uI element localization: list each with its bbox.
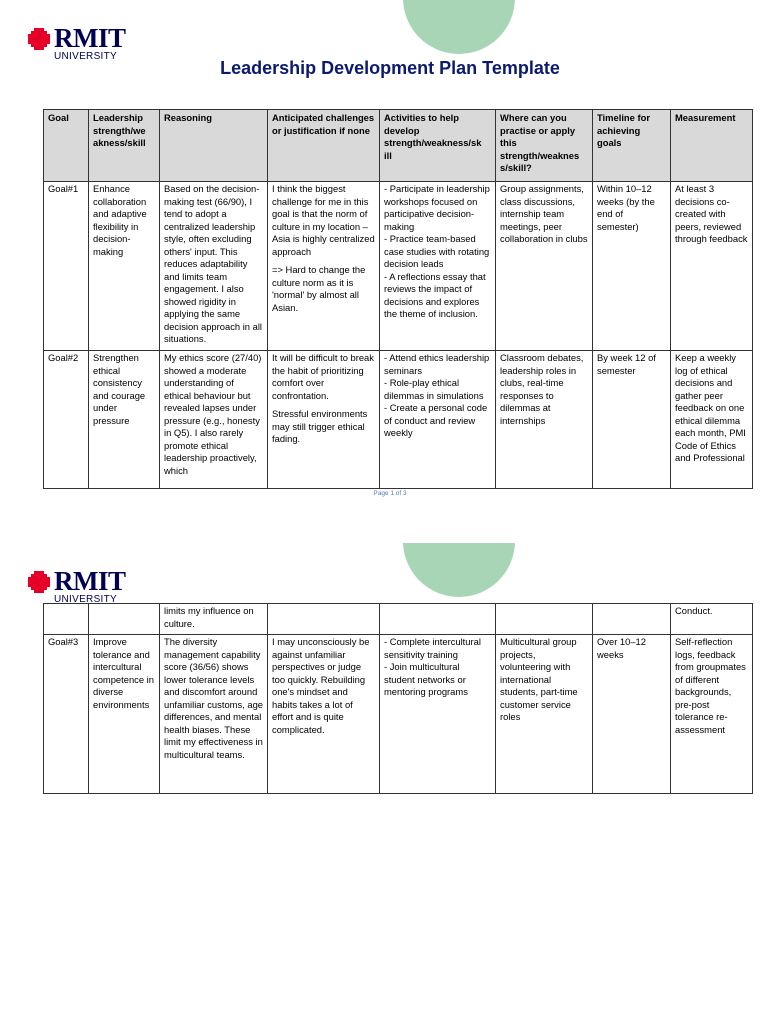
activities-cell [380,351,496,489]
where-cell: Group assignments, class discussions, internship team meetings, peer collaboration in clubs [496,182,593,351]
logo-name: RMIT [54,23,126,53]
challenges-paragraph: I think the biggest challenge for me in this goal is that the norm of culture in my location – Asia is highly centralized approach [272,183,375,257]
measurement-cell: Keep a weekly log of ethical decisions and gather peer feedback on one ethical dilemma each month, PMI Code of Ethics and Professional [671,351,753,489]
measurement-cell: Self-reflection logs, feedback from groupmates of different backgrounds, pre-post tolerance re-assessment [671,635,753,794]
header-timeline: Timeline for achieving goals [593,110,671,182]
measurement-cell: Conduct. [671,604,753,635]
header-where: Where can you practise or apply this strength/weaknes s/skill? [496,110,593,182]
reasoning-cell: Based on the decision-making test (66/90), I tend to adopt a centralized leadership style, often excluding others' input. This reduces adaptability and limits team engagement. I also showed rigidity in applying the same decision approach in all situations. [160,182,268,351]
page-number: Page 1 of 3 [373,490,407,497]
header-activities: Activities to help develop strength/weakness/sk ill [380,110,496,182]
header-skill: Leadership strength/we akness/skill [89,110,160,182]
where-cell: Classroom debates, leadership roles in clubs, real-time responses to dilemmas at internships [496,351,593,489]
measurement-cell: At least 3 decisions co-created with peers, reviewed through feedback [671,182,753,351]
rmit-pixel-icon [28,571,50,593]
challenges-paragraph: => Hard to change the culture norm as it is 'normal' by almost all Asian. [272,264,366,313]
plan-table [43,109,753,489]
header-measurement: Measurement [671,110,753,182]
challenges-cell [268,182,380,351]
document-page-1 [0,0,768,510]
table-row [44,635,753,794]
timeline-cell: Within 10–12 weeks (by the end of semester) [593,182,671,351]
table-row-continued [44,604,753,635]
goal-cell: Goal#3 [44,635,89,794]
challenges-cell: I may unconsciously be against unfamiliar perspectives or judge too quickly. Rebuilding one's mindset and habits takes a lot of effort and is quite complicated. [268,635,380,794]
goal-cell: Goal#1 [44,182,89,351]
document-title: Leadership Development Plan Template [220,58,560,78]
logo-subtitle: UNIVERSITY [54,51,118,62]
decorative-circle [403,0,515,54]
skill-cell: Improve tolerance and intercultural competence in diverse environments [89,635,160,794]
rmit-logo [28,23,126,62]
goal-cell: Goal#2 [44,351,89,489]
table-row [44,182,753,351]
logo-subtitle: UNIVERSITY [54,594,118,605]
skill-cell: Enhance collaboration and adaptive flexibility in decision-making [89,182,160,351]
activities-cell [380,635,496,794]
logo-name: RMIT [54,566,126,596]
timeline-cell: By week 12 of semester [593,351,671,489]
activities-text: - Participate in leadership workshops focused on participative decision-making - Practice team-based case studies with rotating decision leads - A reflections essay that reviews the impact of decisions and explores the theme of inclusion. [384,183,490,319]
header-goal: Goal [44,110,89,182]
header-challenges: Anticipated challenges or justification if none [268,110,380,182]
plan-table-continued [43,603,753,794]
where-cell: Multicultural group projects, volunteering with international students, part-time customer service roles [496,635,593,794]
table-row [44,351,753,489]
challenges-paragraph: Stressful environments may still trigger ethical fading. [272,408,368,444]
reasoning-cell: My ethics score (27/40) showed a moderate understanding of ethical behaviour but revealed lapses under pressure (e.g., honesty in Q5). I also rarely promote ethical leadership proactively, which [160,351,268,489]
reasoning-cell: limits my influence on culture. [160,604,268,635]
activities-cell [380,182,496,351]
table-header-row [44,110,753,182]
document-page-2 [0,543,768,1024]
skill-cell: Strengthen ethical consistency and courage under pressure [89,351,160,489]
challenges-paragraph: It will be difficult to break the habit of prioritizing comfort over confrontation. [272,352,374,401]
activities-text: - Complete intercultural sensitivity training - Join multicultural student networks or mentoring programs [384,636,481,697]
rmit-pixel-icon [28,28,50,50]
challenges-cell [268,351,380,489]
decorative-circle [403,543,515,597]
reasoning-cell: The diversity management capability score (36/56) shows lower tolerance levels and discomfort around unfamiliar customs, age differences, and mental health biases. These limit my effectiveness in multicultural teams. [160,635,268,794]
timeline-cell: Over 10–12 weeks [593,635,671,794]
header-reasoning: Reasoning [160,110,268,182]
rmit-logo [28,566,126,605]
activities-text: - Attend ethics leadership seminars - Role-play ethical dilemmas in simulations - Create a personal code of conduct and review weekly [384,352,490,438]
